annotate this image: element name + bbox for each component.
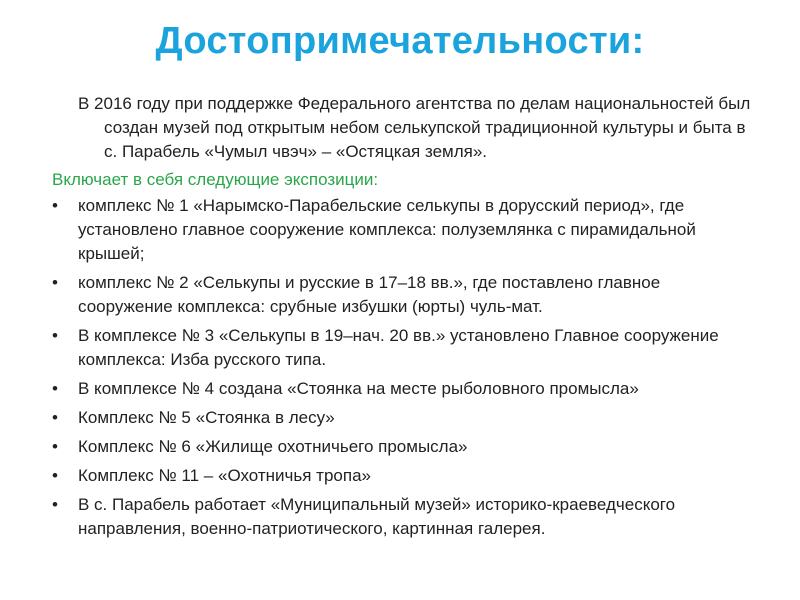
bullet-icon: • — [52, 273, 58, 292]
bullet-icon: • — [52, 495, 58, 514]
list-item-text: В с. Парабель работает «Муниципальный музей» историко-краеведческого направления, военно-патриотического, картинная галерея. — [78, 495, 676, 538]
list-item-text: Комплекс № 6 «Жилище охотничьего промысла» — [78, 437, 468, 456]
list-item — [52, 493, 752, 541]
list-item-text: комплекс № 2 «Селькупы и русские в 17–18 вв.», где поставлено главное сооружение комплекса: срубные избушки (юрты) чуль-мат. — [78, 273, 661, 316]
bullet-icon: • — [52, 466, 58, 485]
list-item — [52, 271, 752, 319]
list-item-text: В комплексе № 4 создана «Стоянка на месте рыболовного промысла» — [78, 379, 639, 398]
list-item-text: В комплексе № 3 «Селькупы в 19–нач. 20 вв.» установлено Главное сооружение комплекса: Изба русского типа. — [78, 326, 719, 369]
list-item — [52, 464, 752, 488]
list-item-text: комплекс № 1 «Нарымско-Парабельские селькупы в дорусский период», где установлено главное сооружение комплекса: полуземлянка с пирамидальной крышей; — [78, 196, 696, 263]
list-item — [52, 377, 752, 401]
bullet-icon: • — [52, 326, 58, 345]
list-item-text: Комплекс № 5 «Стоянка в лесу» — [78, 408, 335, 427]
bullet-icon: • — [52, 196, 58, 215]
exhibitions-subheading: Включает в себя следующие экспозиции: — [52, 170, 379, 189]
list-item-text: Комплекс № 11 – «Охотничья тропа» — [78, 466, 371, 485]
list-item — [52, 324, 752, 372]
list-item — [52, 194, 752, 266]
bullet-icon: • — [52, 437, 58, 456]
list-item — [52, 406, 752, 430]
intro-paragraph: В 2016 году при поддержке Федерального агентства по делам национальностей был создан музей под открытым небом селькупской традиционной культуры и быта в с. Парабель «Чумыл чвэч» – «Остяцкая земля». — [78, 94, 751, 161]
list-item — [52, 435, 752, 459]
exhibition-list — [52, 194, 752, 541]
bullet-icon: • — [52, 408, 58, 427]
bullet-icon: • — [52, 379, 58, 398]
slide-content — [52, 92, 752, 546]
slide-title: Достопримечательности: — [155, 20, 645, 62]
